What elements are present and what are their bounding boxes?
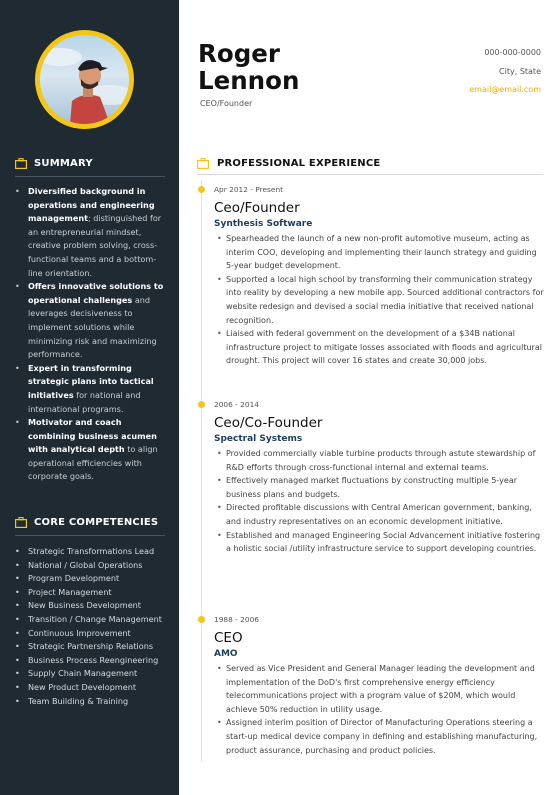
job-bullet: • Established and managed Engineering Social Advancement initiative fostering a holistic social /utility infrastructure service to support developing countries. (214, 529, 544, 556)
competency-item: • Continuous Improvement (11, 627, 169, 641)
briefcase-icon (15, 158, 27, 169)
job-bullet: • Served as Vice President and General Manager leading the development and implementation of the DoD's first comprehensive energy efficiency telecommunications project with a program value of $20M, which would achieve 50% reduction in utility usage. (214, 662, 544, 716)
job-bullet: • Liaised with federal government on the development of a $34B national infrastructure project to mitigate losses associated with floods and agricultural drought. This project will cover 16 states and create 30,000 jobs. (214, 327, 544, 368)
job-title: CEO (214, 630, 243, 646)
job-title: Ceo/Founder (214, 200, 300, 216)
summary-item: • Expert in transforming strategic plans into tactical initiatives for national and international programs. (11, 362, 169, 416)
candidate-name (198, 40, 299, 94)
job-entry (214, 400, 544, 556)
competencies-heading (15, 517, 158, 528)
job-title: Ceo/Co-Founder (214, 415, 323, 431)
competency-item: • Program Development (11, 572, 169, 586)
competency-item: • Team Building & Training (11, 695, 169, 709)
phone: 000-000-0000 (484, 48, 541, 57)
summary-item: • Motivator and coach combining business acumen with analytical depth to align operational efficiencies with corporate goals. (11, 416, 169, 484)
competencies-title: CORE COMPETENCIES (34, 517, 159, 528)
job-date: 1988 - 2006 (214, 615, 259, 624)
competency-item: • Transition / Change Management (11, 613, 169, 627)
sidebar (0, 0, 179, 795)
job-bullets (214, 232, 544, 368)
job-entry (214, 615, 544, 757)
contact-info (469, 44, 541, 100)
briefcase-icon (15, 517, 27, 528)
location: City, State (499, 66, 541, 76)
experience-heading (197, 158, 380, 169)
job-bullet: • Provided commercially viable turbine products through astute stewardship of R&D efforts through cross-functional internal and external teams. (214, 447, 544, 474)
competency-item: • Project Management (11, 586, 169, 600)
summary-divider (15, 176, 165, 177)
competency-item: • Supply Chain Management (11, 667, 169, 681)
timeline-dot (198, 401, 205, 408)
competency-item: • Business Process Reengineering (11, 654, 169, 668)
first-name: Roger (198, 39, 280, 68)
summary-item: • Offers innovative solutions to operational challenges and leverages decisiveness to implement solutions while minimizing risk and maximizing performance. (11, 280, 169, 362)
competencies-list (11, 545, 169, 708)
job-date: 2006 - 2014 (214, 400, 259, 409)
job-company: Synthesis Software (214, 219, 313, 229)
job-company: AMO (214, 649, 238, 659)
briefcase-icon (197, 158, 209, 169)
job-date: Apr 2012 - Present (214, 185, 284, 194)
job-bullets (214, 447, 544, 556)
competency-item: • New Product Development (11, 681, 169, 695)
competency-item: • National / Global Operations (11, 559, 169, 573)
last-name: Lennon (198, 66, 300, 95)
timeline-dot (198, 616, 205, 623)
timeline-line (201, 180, 202, 762)
summary-item: • Diversified background in operations and engineering management; distinguished for an entrepreneurial mindset, creative problem solving, cross-functional teams and a bottom-line orientation. (11, 185, 169, 280)
competency-item: • Strategic Transformations Lead (11, 545, 169, 559)
summary-list (11, 185, 169, 484)
profile-photo (40, 35, 129, 124)
job-bullet: • Spearheaded the launch of a new non-profit automotive museum, acting as interim COO, developing and implementing their launch strategy and guiding 5-year budget development. (214, 232, 544, 273)
competency-item: • New Business Development (11, 599, 169, 613)
email-link[interactable]: email@email.com (469, 85, 541, 94)
job-bullet: • Supported a local high school by transforming their communication strategy into reality by developing a new mobile app. Sourced additional contractors for website redesign and devised a social media initiative that received national recognition. (214, 273, 544, 327)
job-entry (214, 185, 544, 368)
job-role: CEO/Founder (200, 99, 253, 108)
job-bullet: • Assigned interim position of Director of Manufacturing Operations steering a start-up medical device company in defining and establishing manufacturing, product assurance, purchasing and product policies. (214, 716, 544, 757)
summary-title: SUMMARY (34, 158, 93, 169)
experience-title: PROFESSIONAL EXPERIENCE (217, 158, 381, 169)
timeline-dot (198, 186, 205, 193)
job-bullets (214, 662, 544, 757)
competencies-divider (15, 535, 165, 536)
competency-item: • Strategic Partnership Relations (11, 640, 169, 654)
job-bullet: • Effectively managed market fluctuations by constructing multiple 5-year business plans and budgets. (214, 474, 544, 501)
profile-photo-frame (35, 30, 134, 129)
job-bullet: • Directed profitable discussions with Central American government, banking, and industry representatives on an economic development initiative. (214, 501, 544, 528)
summary-heading (15, 158, 93, 169)
job-company: Spectral Systems (214, 434, 303, 444)
experience-divider (197, 174, 543, 175)
